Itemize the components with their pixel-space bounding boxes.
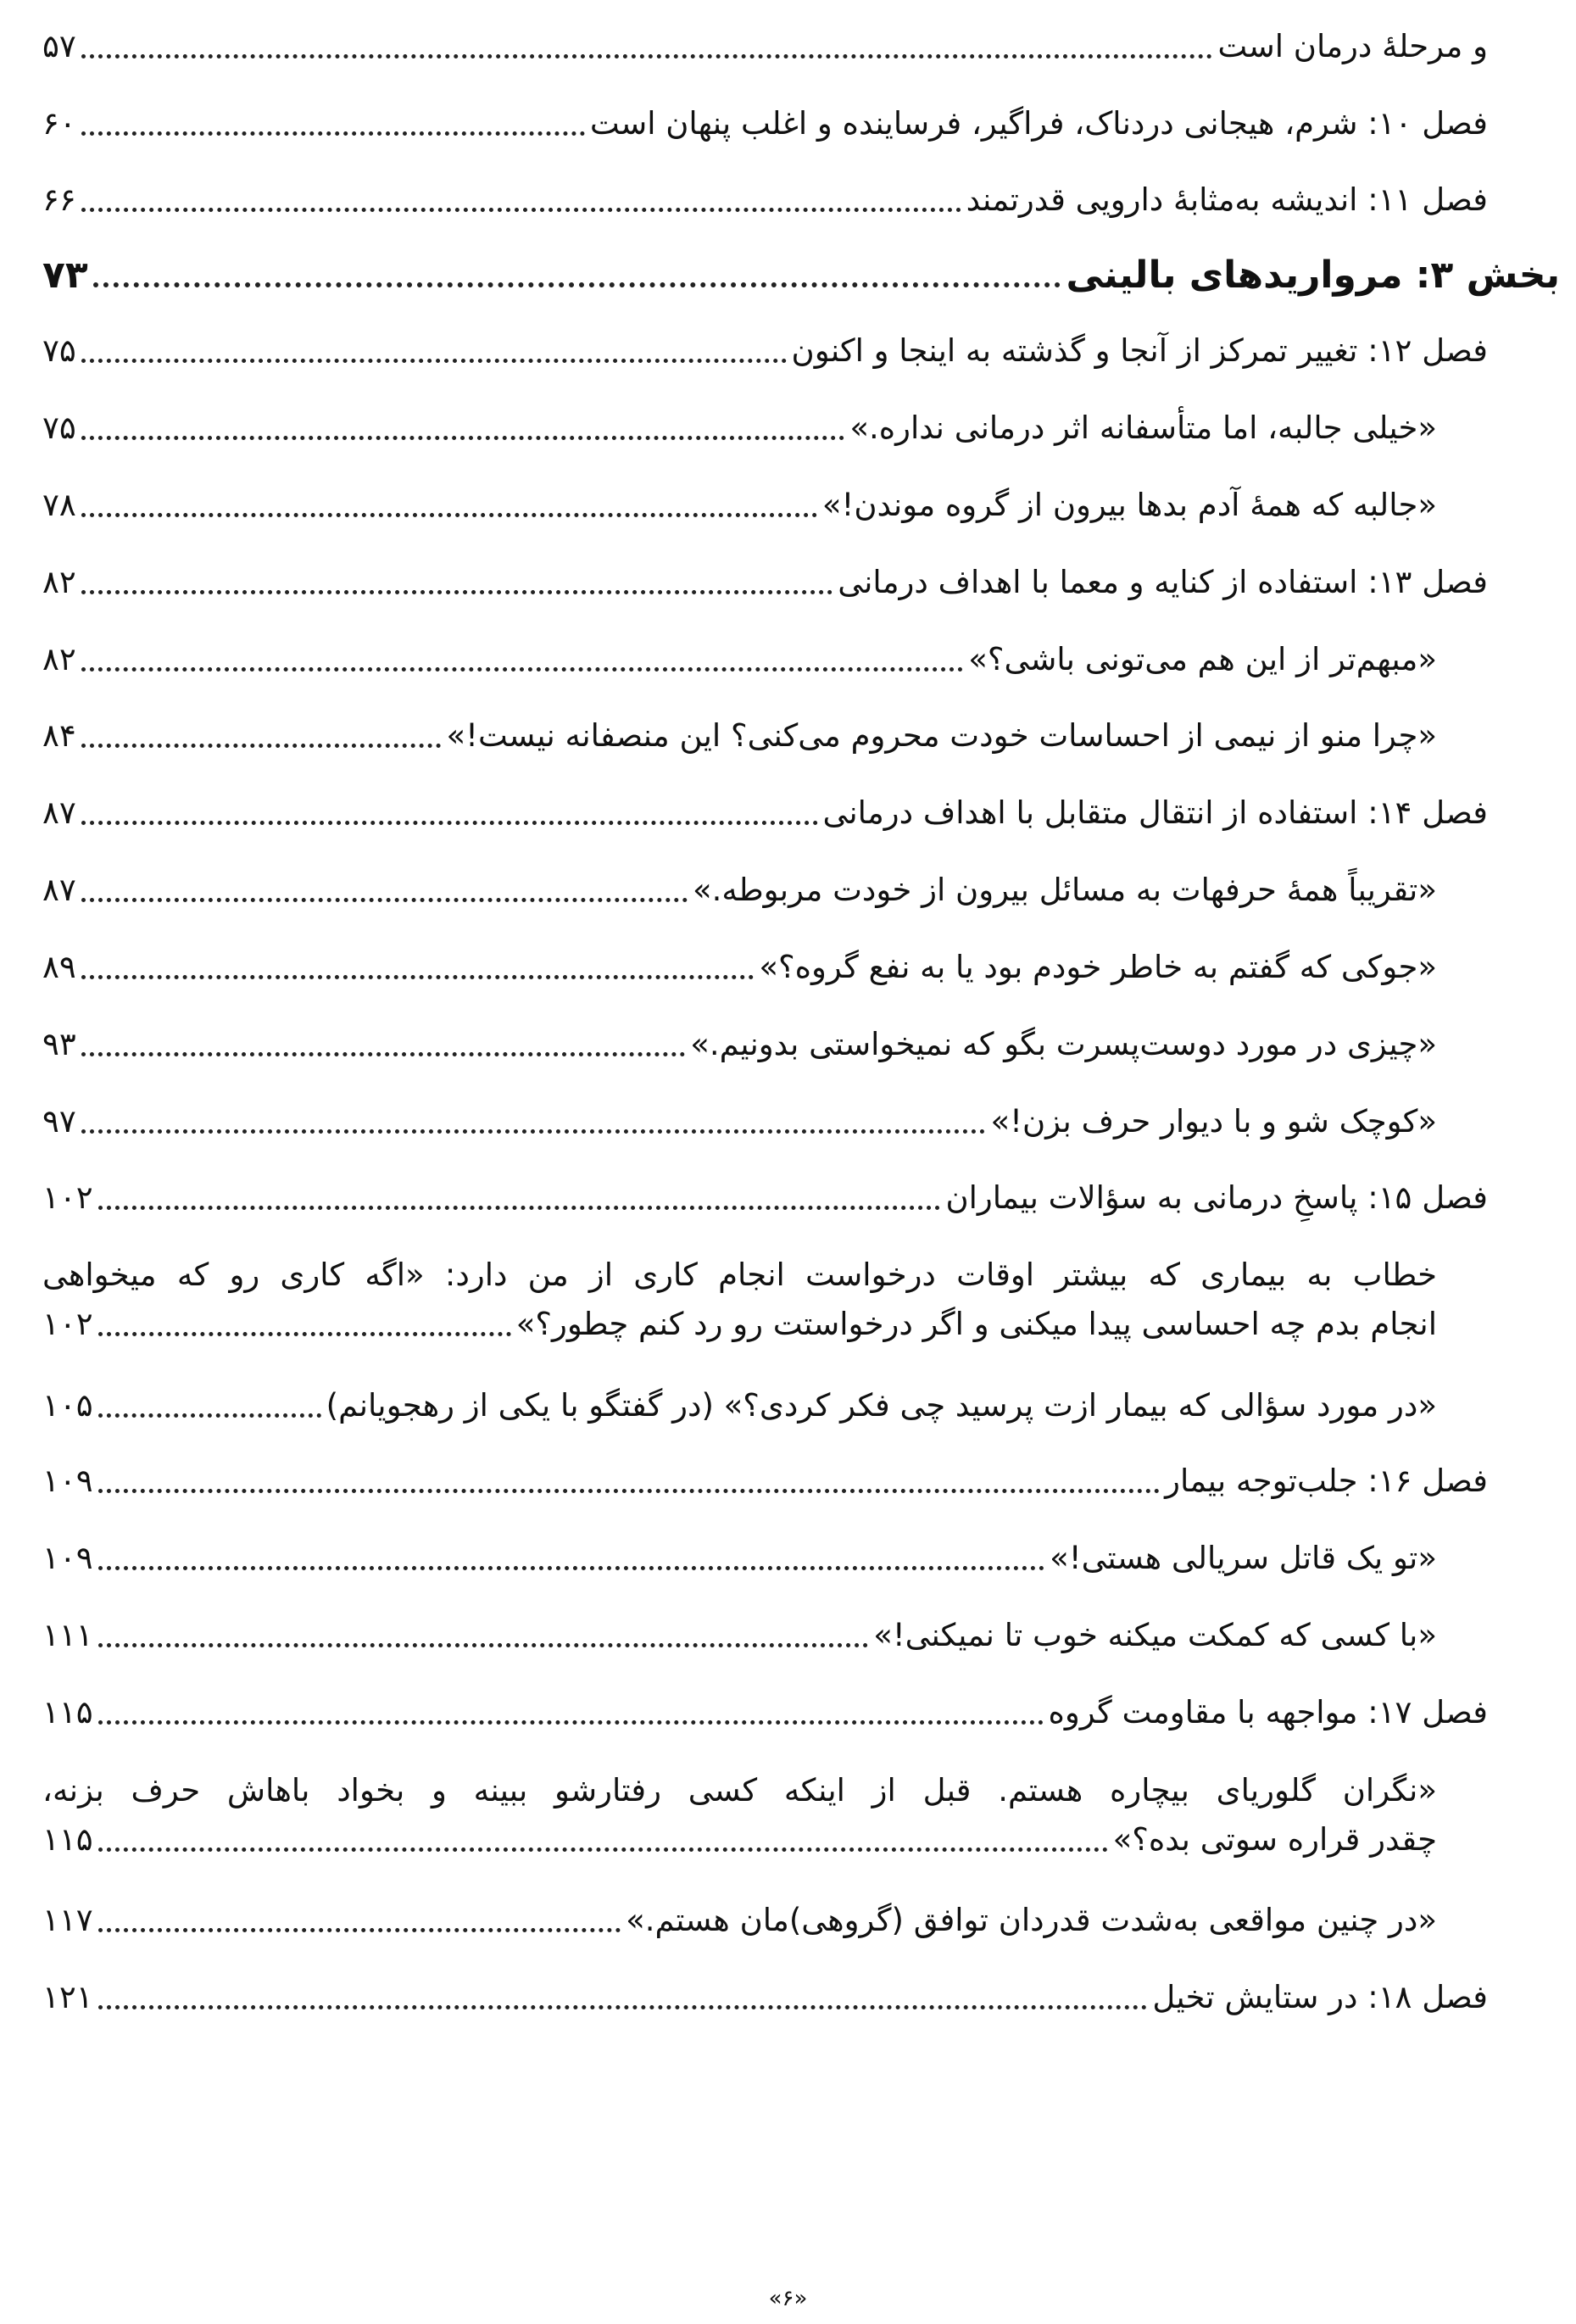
- toc-subentry: [42, 404, 1437, 453]
- toc-subentry: [42, 635, 1437, 684]
- toc-entry-page: ۱۲۱: [42, 1979, 93, 2015]
- dot-leader: [98, 1206, 941, 1210]
- toc-entry-page: ۸۷: [42, 872, 76, 908]
- toc-entry-page: ۷۵: [42, 332, 76, 369]
- toc-entry-title: «با کسی که کمکت میکنه خوب تا نمیکنی!»: [873, 1617, 1437, 1653]
- toc-entry-last-line: [42, 1815, 1437, 1864]
- toc-entry-page: ۶۰: [42, 105, 76, 142]
- toc-chapter: [42, 326, 1488, 376]
- toc-entry-title: «کوچک شو و با دیوار حرف بزن!»: [990, 1103, 1437, 1140]
- toc-part-heading: [42, 251, 1560, 300]
- toc-chapter: [42, 99, 1488, 148]
- dot-leader: [81, 513, 817, 517]
- toc-entry-title: بخش ۳: مرواریدهای بالینی: [1066, 254, 1560, 297]
- toc-entry-title: فصل ۱۱: اندیشه به‌مثابهٔ دارویی قدرتمند: [966, 181, 1488, 218]
- dot-leader: [98, 1847, 1108, 1852]
- toc-entry-page: ۸۲: [42, 564, 76, 600]
- dot-leader: [98, 1720, 1044, 1725]
- toc-entry-title: و مرحلهٔ درمان است: [1217, 28, 1488, 64]
- toc-entry-page: ۸۷: [42, 794, 76, 831]
- toc-entry-page: ۷۵: [42, 410, 76, 446]
- dot-leader: [98, 1332, 511, 1336]
- dot-leader: [98, 1928, 621, 1932]
- toc-subentry-multiline: [42, 1251, 1437, 1349]
- toc-entry-title-line2: چقدر قراره سوتی بده؟»: [1112, 1821, 1437, 1858]
- toc-entry-page: ۱۱۵: [42, 1821, 93, 1858]
- dot-leader: [81, 1129, 986, 1134]
- toc-entry-title: فصل ۱۸: در ستایش تخیل: [1152, 1979, 1488, 2015]
- dot-leader: [81, 975, 755, 979]
- dot-leader: [93, 282, 1061, 287]
- toc-entry-page: ۹۳: [42, 1026, 76, 1062]
- toc-subentry: [42, 1611, 1437, 1660]
- dot-leader: [81, 54, 1213, 59]
- toc-entry-page: ۸۴: [42, 717, 76, 754]
- toc-entry-title: «جالبه که همهٔ آدم بدها بیرون از گروه موندن!»: [821, 487, 1437, 523]
- toc-entry-title: «چرا منو از نیمی از احساسات خودت محروم می‌کنی؟ این منصفانه نیست!»: [446, 717, 1437, 754]
- toc-chapter: [42, 789, 1488, 838]
- toc-subentry: [42, 866, 1437, 915]
- toc-entry: [42, 22, 1488, 71]
- toc-entry-page: ۱۱۱: [42, 1617, 93, 1653]
- toc-chapter: [42, 558, 1488, 607]
- dot-leader: [81, 821, 818, 825]
- toc-chapter: [42, 176, 1488, 225]
- toc-entry-title-line1: «نگران گلوریای بیچاره هستم. قبل از اینکه کسی رفتارشو ببینه و بخواد باهاش حرف بزنه،: [42, 1772, 1437, 1808]
- toc-entry-title: «تو یک قاتل سریالی هستی!»: [1050, 1540, 1437, 1576]
- toc-subentry: [42, 1097, 1437, 1146]
- dot-leader: [98, 2005, 1148, 2009]
- toc-entry-title: «خیلی جالبه، اما متأسفانه اثر درمانی نداره.»: [849, 410, 1437, 446]
- dot-leader: [98, 1643, 869, 1647]
- toc-subentry: [42, 1534, 1437, 1583]
- toc-entry-page: ۸۲: [42, 641, 76, 677]
- toc-entry-page: ۷۳: [42, 254, 88, 297]
- toc-entry-page: ۱۱۷: [42, 1902, 93, 1938]
- toc-subentry: [42, 711, 1437, 761]
- dot-leader: [98, 1413, 321, 1418]
- toc-entry-title-line1: خطاب به بیماری که بیشتر اوقات درخواست انجام کاری از من دارد: «اگه کاری رو که میخواهی: [42, 1257, 1437, 1293]
- dot-leader: [81, 131, 585, 136]
- toc-entry-page: ۹۷: [42, 1103, 76, 1140]
- dot-leader: [81, 1052, 686, 1056]
- toc-entry-title: فصل ۱۵: پاسخِ درمانی به سؤالات بیماران: [945, 1179, 1488, 1216]
- dot-leader: [81, 744, 442, 748]
- toc-entry-title-line2: انجام بدم چه احساسی پیدا میکنی و اگر درخواستت رو رد کنم چطور؟»: [515, 1306, 1437, 1342]
- toc-subentry: [42, 481, 1437, 530]
- dot-leader: [98, 1489, 1161, 1493]
- dot-leader: [81, 898, 688, 902]
- toc-entry-title: «مبهم‌تر از این هم می‌تونی باشی؟»: [968, 641, 1437, 677]
- toc-entry-title: «تقریباً همهٔ حرفهات به مسائل بیرون از خودت مربوطه.»: [692, 872, 1437, 908]
- toc-entry-page: ۵۷: [42, 28, 76, 64]
- toc-chapter: [42, 1688, 1488, 1737]
- toc-chapter: [42, 1457, 1488, 1506]
- dot-leader: [98, 1566, 1044, 1570]
- toc-chapter: [42, 1973, 1488, 2022]
- toc-subentry: [42, 1381, 1437, 1430]
- dot-leader: [81, 667, 964, 672]
- toc-chapter: [42, 1173, 1488, 1223]
- toc-entry-page: ۷۸: [42, 487, 76, 523]
- toc-subentry: [42, 943, 1437, 992]
- dot-leader: [81, 436, 845, 440]
- toc-entry-last-line: [42, 1300, 1437, 1349]
- page-number-footer: «۶»: [768, 2286, 808, 2311]
- toc-entry-title: فصل ۱۰: شرم، هیجانی دردناک، فراگیر، فرساینده و اغلب پنهان است: [589, 105, 1488, 142]
- toc-entry-page: ۱۰۲: [42, 1306, 93, 1342]
- toc-entry-title: «در چنین مواقعی به‌شدت قدردان توافق (گروهی)مان هستم.»: [626, 1902, 1437, 1938]
- toc-entry-page: ۱۱۵: [42, 1694, 93, 1730]
- toc-entry-page: ۱۰۹: [42, 1463, 93, 1499]
- toc-entry-title: فصل ۱۴: استفاده از انتقال متقابل با اهداف درمانی: [822, 794, 1488, 831]
- dot-leader: [81, 359, 787, 363]
- toc-entry-page: ۱۰۵: [42, 1387, 93, 1424]
- toc-entry-title: «در مورد سؤالی که بیمار ازت پرسید چی فکر کردی؟» (در گفتگو با یکی از رهجویانم): [326, 1387, 1437, 1424]
- toc-entry-title: فصل ۱۲: تغییر تمرکز از آنجا و گذشته به اینجا و اکنون: [791, 332, 1488, 369]
- toc-entry-title: «چیزی در مورد دوست‌پسرت بگو که نمیخواستی بدونیم.»: [690, 1026, 1437, 1062]
- toc-entry-title: فصل ۱۷: مواجهه با مقاومت گروه: [1048, 1694, 1488, 1730]
- toc-entry-page: ۶۶: [42, 181, 76, 218]
- toc-entry-title: «جوکی که گفتم به خاطر خودم بود یا به نفع گروه؟»: [759, 949, 1437, 985]
- toc-entry-page: ۱۰۲: [42, 1179, 93, 1216]
- dot-leader: [81, 590, 833, 594]
- toc-entry-title: فصل ۱۶: جلب‌توجه بیمار: [1165, 1463, 1488, 1499]
- toc-subentry: [42, 1020, 1437, 1069]
- toc-entry-page: ۸۹: [42, 949, 76, 985]
- toc-entry-page: ۱۰۹: [42, 1540, 93, 1576]
- toc-subentry: [42, 1896, 1437, 1945]
- dot-leader: [81, 208, 961, 212]
- toc-entry-title: فصل ۱۳: استفاده از کنایه و معما با اهداف درمانی: [838, 564, 1488, 600]
- toc-subentry-multiline: [42, 1766, 1437, 1864]
